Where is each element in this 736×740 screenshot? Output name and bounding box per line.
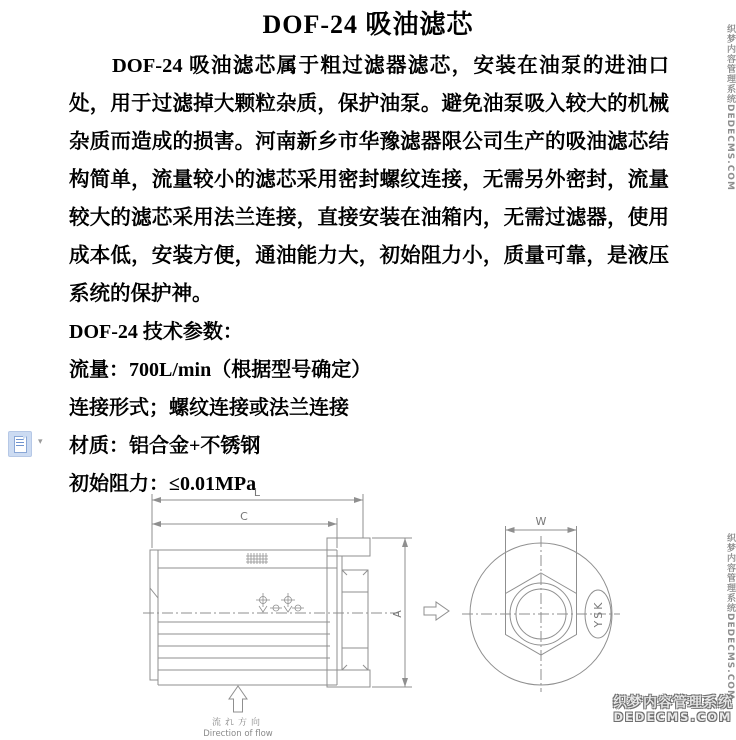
document-page-icon xyxy=(14,436,27,453)
chevron-down-icon[interactable]: ▾ xyxy=(38,437,43,447)
drawing-lines xyxy=(143,494,620,712)
port-symbols xyxy=(256,593,304,612)
dim-label-C: C xyxy=(240,510,248,523)
intro-paragraph: DOF-24 吸油滤芯属于粗过滤器滤芯，安装在油泵的进油口处，用于过滤掉大颗粒杂质，保护油泵。避免油泵吸入较大的机械杂质而造成的损害。河南新乡市华豫滤器限公司生产的吸油滤芯结构简单，流量较小的滤芯采用密封螺纹连接，无需另外密封，流量较大的滤芯采用法兰连接，直接安装在油箱内，无需过滤器，使用成本低，安装方便，通油能力大，初始阻力小，质量可靠，是液压系统的保护神。 xyxy=(69,55,669,305)
brand-mark: YSK xyxy=(592,600,605,628)
watermark-bottom-right xyxy=(613,696,733,724)
specs-heading: DOF-24 技术参数： xyxy=(69,321,243,343)
watermark-text-cn: 织梦内容管理系统 xyxy=(725,533,735,613)
filter-left-cap xyxy=(150,550,158,680)
dim-label-A: A xyxy=(391,610,404,618)
watermark-middle-right xyxy=(725,533,734,700)
flow-direction-label-cn: 流れ方向 xyxy=(211,718,265,728)
dim-label-W: W xyxy=(535,515,547,528)
spec-connection-type: 连接形式；螺纹连接或法兰连接 xyxy=(69,397,349,419)
watermark-text-cn: 织梦内容管理系统 xyxy=(613,695,733,711)
spec-flow-rate: 流量：700L/min（根据型号确定） xyxy=(69,359,372,381)
watermark-top-right xyxy=(725,24,734,191)
watermark-text-en: DEDECMS.COM xyxy=(613,710,733,725)
flow-arrow-right xyxy=(424,602,449,620)
paste-options-widget[interactable] xyxy=(8,431,52,457)
flow-direction-label-en: Direction of flow xyxy=(203,729,273,739)
spec-initial-resistance: 初始阻力：≤0.01MPa xyxy=(69,473,257,495)
dim-label-L: L xyxy=(253,486,261,499)
spec-material: 材质：铝合金+不锈钢 xyxy=(69,435,261,457)
watermark-text-cn: 织梦内容管理系统 xyxy=(725,24,735,104)
watermark-text-en: DEDECMS.COM xyxy=(725,613,735,700)
paste-options-icon[interactable] xyxy=(8,431,32,457)
page-title: DOF-24 吸油滤芯 xyxy=(262,10,474,39)
hatch-patch xyxy=(246,553,268,564)
dimension-L-lines xyxy=(152,494,363,548)
watermark-text-en: DEDECMS.COM xyxy=(725,104,735,191)
flow-arrow-up xyxy=(229,686,247,712)
document-body xyxy=(69,47,669,503)
filter-pleats xyxy=(158,622,330,670)
